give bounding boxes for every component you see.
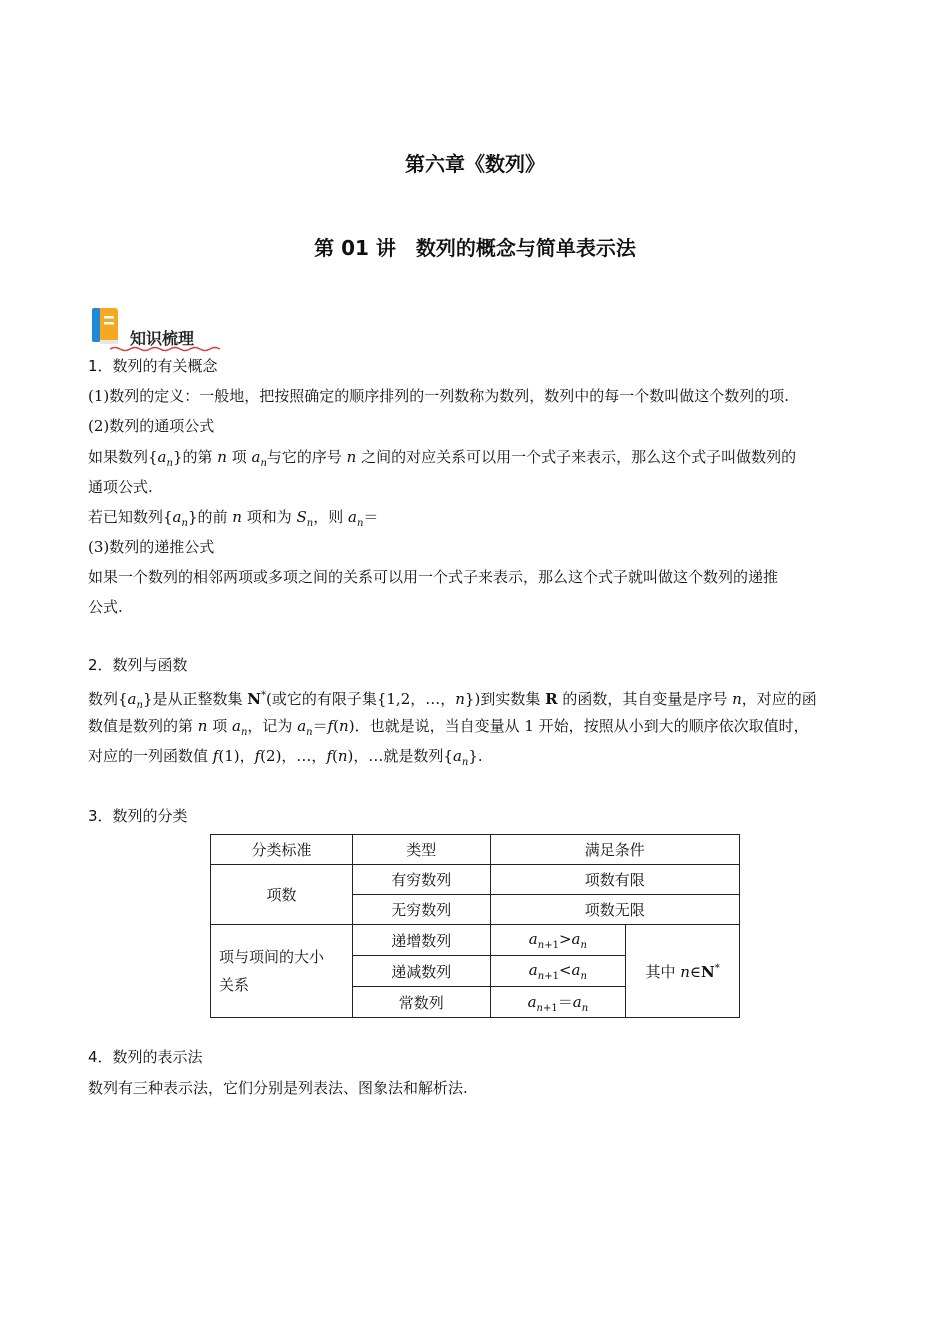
- table-row: [211, 925, 740, 956]
- condition-cell: $a_{n+1}<a_n$: [490, 956, 626, 987]
- table-cell: 项数有限: [490, 865, 740, 895]
- chapter-title: 第六章《数列》: [405, 152, 545, 176]
- badge-label: 知识梳理: [130, 329, 195, 348]
- group-cell-text: 项与项间的大小关系: [219, 948, 325, 994]
- knowledge-badge: [90, 306, 230, 346]
- s1-recursive-heading: (3)数列的递推公式: [88, 538, 215, 556]
- section-4-heading: 4．数列的表示法: [88, 1048, 203, 1066]
- table-header-row: [211, 835, 740, 865]
- s2-line-1: 数列$\{a_n\}$是从正整数集 N*(或它的有限子集{1,2，…，n})到实数集 R 的函数，其自变量是序号 n，对应的函: [88, 690, 817, 711]
- section-2-heading: 2．数列与函数: [88, 656, 188, 674]
- s1-recursive-end: 公式.: [88, 598, 123, 616]
- table-cell: 常数列: [352, 987, 490, 1018]
- table-cell: 递增数列: [352, 925, 490, 956]
- group-cell: [211, 925, 353, 1018]
- table-cell: 递减数列: [352, 956, 490, 987]
- s1-general-term-text: 如果数列$\{a_n\}$的第 n 项 $a_n$与它的序号 n 之间的对应关系可以用一个式子来表示，那么这个式子叫做数列的: [88, 448, 797, 469]
- s4-text: 数列有三种表示法，它们分别是列表法、图象法和解析法.: [88, 1079, 468, 1097]
- s1-definition: (1)数列的定义：一般地，把按照确定的顺序排列的一列数称为数列，数列中的每一个数叫做这个数列的项.: [88, 387, 790, 405]
- classification-table: [210, 834, 740, 1018]
- table-row: [211, 865, 740, 895]
- wave-underline: [110, 346, 220, 352]
- note-cell: 其中 n∈N*: [626, 925, 740, 1018]
- s1-general-term-end: 通项公式.: [88, 478, 153, 496]
- table-cell: 项数无限: [490, 895, 740, 925]
- lecture-title: 第 01 讲 数列的概念与简单表示法: [314, 236, 636, 260]
- s1-partial-sum: 若已知数列$\{a_n\}$的前 n 项和为 $S_n$，则 $a_n=$: [88, 508, 379, 529]
- condition-cell: $a_{n+1}>a_n$: [490, 925, 626, 956]
- table-header: 满足条件: [490, 835, 740, 865]
- table-cell: 有穷数列: [352, 865, 490, 895]
- section-1-heading: 1．数列的有关概念: [88, 357, 218, 375]
- s1-general-term-heading: (2)数列的通项公式: [88, 417, 215, 435]
- section-3-heading: 3．数列的分类: [88, 807, 188, 825]
- table-header: 分类标准: [211, 835, 353, 865]
- group-cell: 项数: [211, 865, 353, 925]
- condition-cell: $a_{n+1}=a_n$: [490, 987, 626, 1018]
- s1-recursive-text: 如果一个数列的相邻两项或多项之间的关系可以用一个式子来表示，那么这个式子就叫做这个数列的递推: [88, 568, 779, 586]
- s2-line-2: 数值是数列的第 n 项 $a_n$，记为 $a_n=f(n)$．也就是说，当自变量从 1 开始，按照从小到大的顺序依次取值时，: [88, 717, 809, 738]
- s2-line-3: 对应的一列函数值 f(1)，f(2)，…，f(n)，…就是数列$\{a_n\}$.: [88, 747, 483, 768]
- book-icon: [90, 306, 124, 346]
- table-cell: 无穷数列: [352, 895, 490, 925]
- table-header: 类型: [352, 835, 490, 865]
